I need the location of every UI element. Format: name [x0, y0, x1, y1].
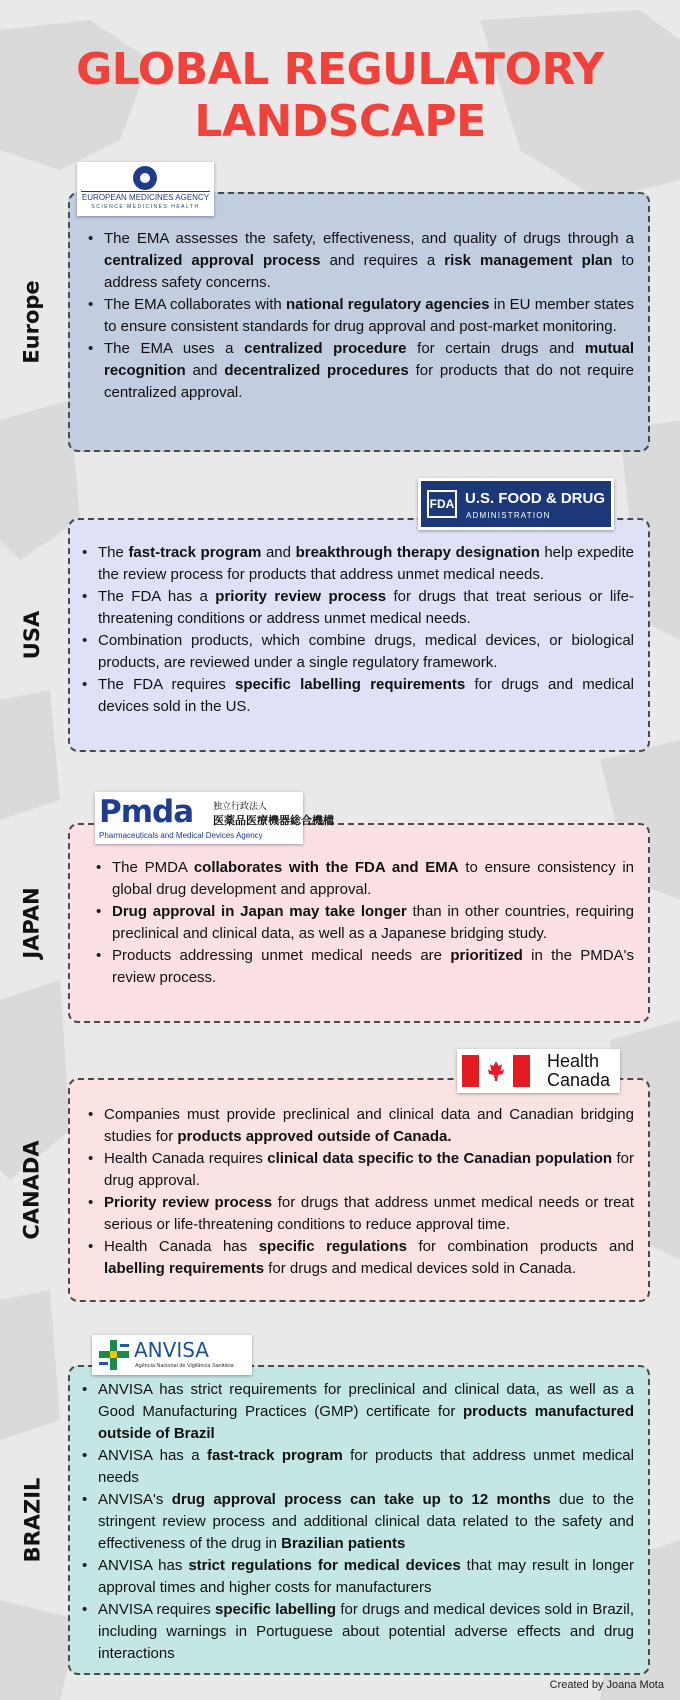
- text-segment: for combination products and: [406, 1238, 635, 1255]
- region-label-usa: USA: [20, 610, 44, 660]
- japan-info-box: [68, 823, 650, 1023]
- region-label-brazil: BRAZIL: [20, 1477, 45, 1563]
- text-segment: in the PMDA's review process.: [112, 947, 635, 986]
- bold-text: Priority review process: [104, 1194, 273, 1211]
- text-segment: Health Canada requires: [104, 1150, 268, 1167]
- text-segment: and: [261, 544, 296, 561]
- health-canada-logo-line2: Canada: [547, 1070, 611, 1090]
- text-segment: Companies must provide preclinical and clinical data and Canadian bridging studies for: [104, 1106, 634, 1145]
- ema-logo-name: EUROPEAN MEDICINES AGENCY: [81, 193, 210, 202]
- list-item: [88, 294, 634, 338]
- europe-info-box: [68, 192, 650, 452]
- text-segment: and: [185, 362, 225, 379]
- pmda-logo-jp-line2: 医薬品医療機器総合機構: [213, 815, 334, 827]
- bold-text: decentralized procedures: [224, 362, 409, 379]
- anvisa-logo-name: ANVISA: [134, 1338, 209, 1362]
- ema-logo: [77, 162, 214, 216]
- brazil-info-box: [68, 1365, 650, 1675]
- bold-text: drug approval process can take up to 12 months: [171, 1491, 551, 1508]
- fda-logo-subtitle: ADMINISTRATION: [466, 511, 551, 520]
- bold-text: products approved outside of Canada.: [177, 1128, 452, 1145]
- text-segment: for drugs that treat serious or life-threatening conditions or address unmet medical needs.: [98, 588, 634, 627]
- text-segment: for drugs and medical devices sold in Brazil, including warnings in Portuguese about potential adverse effects and drug interactions: [98, 1601, 635, 1662]
- fda-logo-name: U.S. FOOD & DRUG: [465, 490, 606, 507]
- pmda-logo: [95, 792, 334, 844]
- text-segment: The EMA assesses the safety, effectiveness, and quality of drugs through a: [104, 230, 634, 247]
- bold-text: specific regulations: [258, 1238, 407, 1255]
- bold-text: centralized procedure: [244, 340, 407, 357]
- pmda-logo-jp-line1: 独立行政法人: [213, 801, 268, 811]
- bold-text: specific labelling requirements: [234, 676, 466, 693]
- pmda-logo-mark: Pmda: [99, 794, 194, 830]
- fda-mark-icon: FDA: [427, 490, 457, 518]
- text-segment: for products that do not require centralized approval.: [104, 362, 634, 401]
- canada-bullet-list: [88, 1104, 634, 1280]
- bold-text: priority review process: [215, 588, 387, 605]
- text-segment: The EMA collaborates with: [104, 296, 286, 313]
- text-segment: in EU member states to ensure consistent standards for drug approval and post-market monitoring.: [104, 296, 634, 335]
- health-canada-logo: [457, 1049, 620, 1093]
- japan-bullet-list: [96, 857, 634, 989]
- region-label-europe: Europe: [20, 280, 45, 364]
- text-segment: for certain drugs and: [406, 340, 585, 357]
- text-segment: ANVISA has: [98, 1557, 189, 1574]
- anvisa-cross-icon: [94, 1335, 134, 1375]
- health-canada-logo-line1: Health: [547, 1051, 600, 1071]
- text-segment: to ensure consistency in global drug development and approval.: [112, 859, 634, 898]
- bold-text: labelling requirements: [104, 1260, 265, 1277]
- region-label-canada: CANADA: [20, 1140, 44, 1240]
- text-segment: Products addressing unmet medical needs are: [112, 947, 451, 964]
- list-item: [88, 338, 634, 404]
- bold-text: clinical data specific to the Canadian population: [267, 1150, 613, 1167]
- list-item: [88, 1148, 634, 1192]
- title-line-2: LANDSCAPE: [194, 96, 486, 147]
- list-item: [88, 1236, 634, 1280]
- text-segment: for drugs that address unmet medical needs or treat serious or life-threatening conditions to reduce approval time.: [104, 1194, 634, 1233]
- text-segment: ANVISA's: [98, 1491, 172, 1508]
- text-segment: that may result in longer approval times and higher costs for manufacturers: [98, 1557, 634, 1596]
- text-segment: and requires a: [320, 252, 445, 269]
- text-segment: for drugs and medical devices sold in Canada.: [264, 1260, 576, 1277]
- text-segment: for drug approval.: [104, 1150, 634, 1189]
- text-segment: ANVISA requires: [98, 1601, 216, 1618]
- bold-text: collaborates with the FDA and EMA: [193, 859, 459, 876]
- pmda-logo-english: Pharmaceuticals and Medical Devices Agency: [99, 831, 263, 840]
- text-segment: The EMA uses a: [104, 340, 245, 357]
- text-segment: Combination products, which combine drugs, medical devices, or biological products, are reviewed under a single regulatory framework.: [98, 632, 634, 671]
- canada-info-box: [68, 1078, 650, 1302]
- text-segment: The: [98, 544, 129, 561]
- bold-text: strict regulations for medical devices: [188, 1557, 461, 1574]
- brazil-bullet-list: [82, 1379, 634, 1665]
- list-item: [82, 1489, 634, 1555]
- text-segment: to address safety concerns.: [104, 252, 634, 291]
- list-item: [88, 1104, 634, 1148]
- bold-text: centralized approval process: [104, 252, 321, 269]
- text-segment: for drugs and medical devices sold in the US.: [98, 676, 634, 715]
- fda-logo: [418, 478, 614, 530]
- bold-text: national regulatory agencies: [286, 296, 490, 313]
- bold-text: fast-track program: [128, 544, 262, 561]
- usa-info-box: [68, 518, 650, 752]
- list-item: [82, 674, 634, 718]
- credit-text: Created by Joana Mota: [549, 1679, 664, 1691]
- list-item: [96, 901, 634, 945]
- canada-flag-icon: [462, 1049, 532, 1093]
- bold-text: Brazilian patients: [281, 1535, 406, 1552]
- bold-text: fast-track program: [206, 1447, 343, 1464]
- page-title: [0, 44, 680, 148]
- list-item: [82, 630, 634, 674]
- europe-bullet-list: [88, 228, 634, 404]
- text-segment: The FDA requires: [98, 676, 235, 693]
- usa-bullet-list: [82, 542, 634, 718]
- title-line-1: GLOBAL REGULATORY: [76, 44, 604, 95]
- text-segment: The FDA has a: [98, 588, 216, 605]
- bold-text: risk management plan: [444, 252, 613, 269]
- bold-text: prioritized: [450, 947, 523, 964]
- text-segment: ANVISA has a: [98, 1447, 207, 1464]
- bold-text: breakthrough therapy designation: [295, 544, 540, 561]
- bold-text: Drug approval in Japan may take longer: [112, 903, 407, 920]
- region-label-japan: JAPAN: [20, 887, 45, 959]
- list-item: [82, 1445, 634, 1489]
- anvisa-logo-subtitle: Agência Nacional de Vigilância Sanitária: [135, 1363, 234, 1369]
- list-item: [82, 542, 634, 586]
- bold-text: mutual recognition: [104, 340, 634, 379]
- list-item: [88, 1192, 634, 1236]
- list-item: [82, 1555, 634, 1599]
- text-segment: The PMDA: [112, 859, 194, 876]
- bold-text: products manufactured outside of Brazil: [98, 1403, 634, 1442]
- list-item: [96, 857, 634, 901]
- list-item: [82, 586, 634, 630]
- text-segment: due to the stringent review process and additional clinical data related to the safety and effectiveness of the drug in: [98, 1491, 634, 1552]
- list-item: [82, 1599, 634, 1665]
- text-segment: help expedite the review process for products that address unmet medical needs.: [98, 544, 634, 583]
- text-segment: ANVISA has strict requirements for preclinical and clinical data, as well as a Good Manufacturing Practices (GMP) certificate for: [98, 1381, 634, 1420]
- list-item: [96, 945, 634, 989]
- text-segment: Health Canada has: [104, 1238, 259, 1255]
- text-segment: for products that address unmet medical needs: [98, 1447, 634, 1486]
- bold-text: specific labelling: [215, 1601, 337, 1618]
- anvisa-logo: [92, 1335, 252, 1375]
- text-segment: than in other countries, requiring preclinical and clinical data, as well as a Japanese bridging study.: [112, 903, 634, 942]
- list-item: [82, 1379, 634, 1445]
- list-item: [88, 228, 634, 294]
- ema-logo-tagline: SCIENCE MEDICINES HEALTH: [91, 204, 200, 210]
